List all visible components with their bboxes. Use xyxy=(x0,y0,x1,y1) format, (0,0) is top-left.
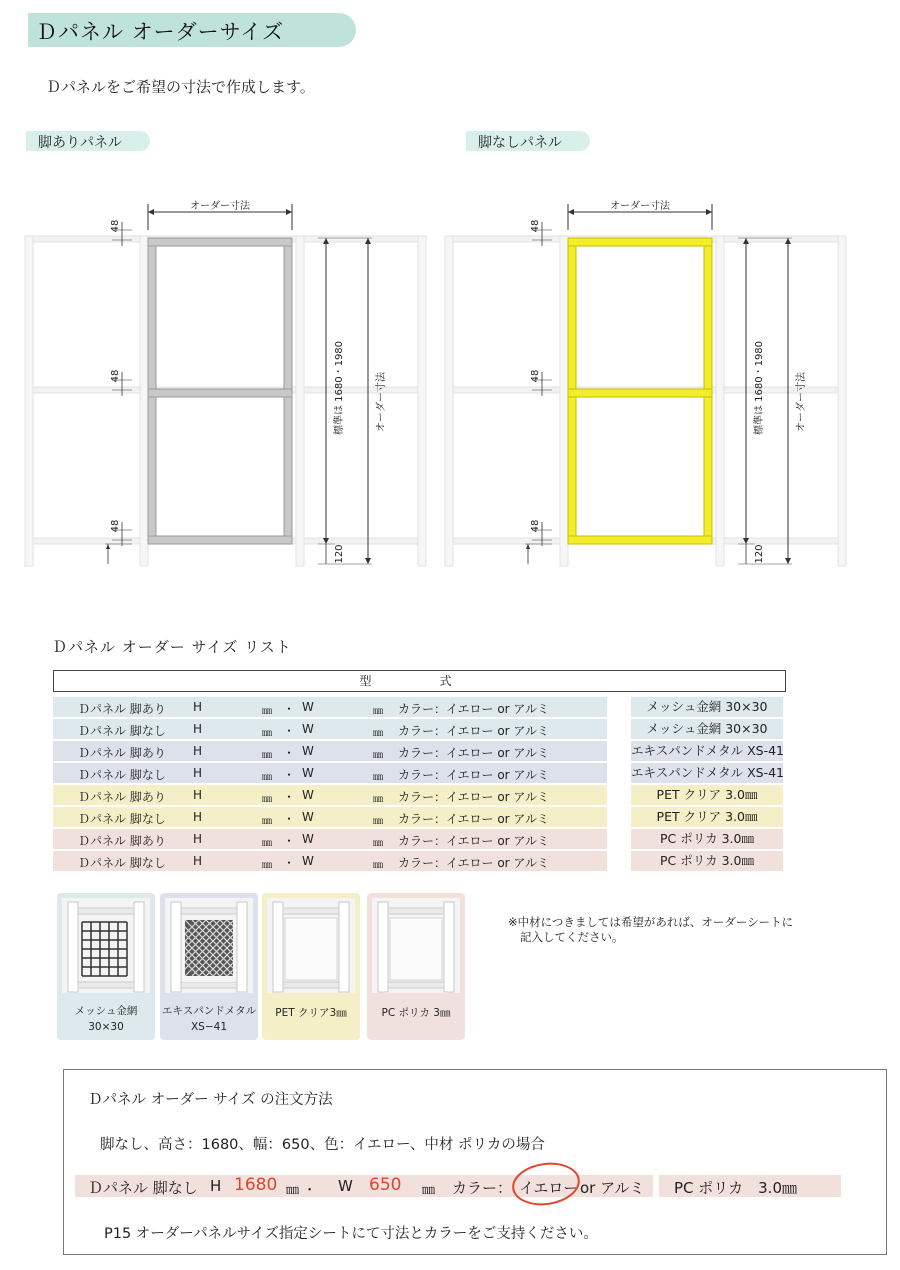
sample-label-sub: 30×30 xyxy=(88,1021,124,1033)
sample-label-sub: XS−41 xyxy=(190,1021,228,1033)
dim-48-label: 48 xyxy=(530,369,541,383)
order-h-value: 1680 xyxy=(234,1175,278,1195)
row-w: W xyxy=(302,722,314,736)
row-mm1: ㎜ xyxy=(262,860,272,871)
row-mm1: ㎜ xyxy=(262,794,272,805)
row-name: Ｄパネル 脚なし xyxy=(78,856,166,870)
order-name: Ｄパネル 脚なし xyxy=(88,1179,198,1197)
dim-48-label: 48 xyxy=(110,369,121,383)
row-dot: ・ xyxy=(283,702,296,716)
row-name: Ｄパネル 脚あり xyxy=(78,746,166,760)
list-title: Ｄパネル オーダー サイズ リスト xyxy=(52,638,292,656)
list-row xyxy=(53,719,607,739)
order-color-choice: イエロー xyxy=(519,1179,579,1197)
panel-diagrams xyxy=(0,190,900,580)
row-color: カラー：イエロー or アルミ xyxy=(398,812,549,826)
row-name: Ｄパネル 脚あり xyxy=(78,702,166,716)
sample-photo xyxy=(62,898,150,993)
row-mm1: ㎜ xyxy=(262,706,272,717)
left-diagram-label: 脚ありパネル xyxy=(38,135,122,151)
row-mm2: ㎜ xyxy=(373,816,383,827)
row-h: H xyxy=(193,722,203,736)
order-mm1: ㎜ ・ xyxy=(286,1183,317,1198)
row-material: メッシュ金網 30×30 xyxy=(631,697,783,717)
row-mm2: ㎜ xyxy=(373,860,383,871)
note-line-1: ※中材につきましては希望があれば、オーダーシートに xyxy=(508,915,794,929)
row-material: PET クリア 3.0㎜ xyxy=(631,807,783,827)
order-material: PC ポリカ 3.0㎜ xyxy=(674,1179,797,1197)
row-color: カラー：イエロー or アルミ xyxy=(398,702,549,716)
row-dot: ・ xyxy=(283,746,296,760)
standard-dim-label: 標準は 1680・1980 xyxy=(754,340,765,436)
order-dim-label: オーダー寸法 xyxy=(190,201,250,212)
row-w: W xyxy=(302,766,314,780)
order-h: H xyxy=(210,1177,222,1195)
sample-photo xyxy=(165,898,253,993)
row-mm1: ㎜ xyxy=(262,750,272,761)
order-example: 脚なし、高さ：1680、幅：650、色：イエロー、中材 ポリカの場合 xyxy=(100,1137,545,1153)
list-row xyxy=(53,829,607,849)
row-name: Ｄパネル 脚なし xyxy=(78,812,166,826)
page-title: Ｄパネル オーダーサイズ xyxy=(36,20,284,44)
row-mm1: ㎜ xyxy=(262,838,272,849)
row-h: H xyxy=(193,832,203,846)
order-w-value: 650 xyxy=(369,1175,402,1195)
row-w: W xyxy=(302,832,314,846)
standard-dim-label: 標準は 1680・1980 xyxy=(334,340,345,436)
list-row xyxy=(53,851,607,871)
sample-expanded-metal xyxy=(160,893,258,1040)
intro-text: Ｄパネルをご希望の寸法で作成します。 xyxy=(46,78,315,96)
sample-pc-polycarbonate xyxy=(367,893,465,1040)
row-mm1: ㎜ xyxy=(262,772,272,783)
row-name: Ｄパネル 脚なし xyxy=(78,724,166,738)
row-h: H xyxy=(193,700,203,714)
order-w: W xyxy=(338,1177,353,1195)
order-dim-label: オーダー寸法 xyxy=(610,201,670,212)
row-material: メッシュ金網 30×30 xyxy=(631,719,783,739)
row-mm1: ㎜ xyxy=(262,728,272,739)
row-h: H xyxy=(193,766,203,780)
row-h: H xyxy=(193,744,203,758)
row-w: W xyxy=(302,854,314,868)
row-mm2: ㎜ xyxy=(373,750,383,761)
row-color: カラー：イエロー or アルミ xyxy=(398,856,549,870)
row-mm2: ㎜ xyxy=(373,838,383,849)
dim-48-label: 48 xyxy=(530,219,541,233)
row-mm1: ㎜ xyxy=(262,816,272,827)
row-h: H xyxy=(193,788,203,802)
dim-120-label: 120 xyxy=(754,544,765,564)
list-header: 型 式 xyxy=(53,670,786,692)
row-color: カラー：イエロー or アルミ xyxy=(398,724,549,738)
sample-label: PET クリア3㎜ xyxy=(275,1007,347,1019)
sample-label: PC ポリカ 3㎜ xyxy=(381,1007,451,1019)
dim-48-label: 48 xyxy=(110,519,121,533)
row-dot: ・ xyxy=(283,790,296,804)
row-dot: ・ xyxy=(283,724,296,738)
row-dot: ・ xyxy=(283,812,296,826)
note-line-2: 記入してください。 xyxy=(520,930,624,944)
sample-label: エキスパンドメタル xyxy=(161,1005,257,1017)
row-color: カラー：イエロー or アルミ xyxy=(398,768,549,782)
row-material: エキスパンドメタル XS-41 xyxy=(631,741,783,761)
list-row xyxy=(53,741,607,761)
sample-photo xyxy=(372,898,460,993)
dim-120-label: 120 xyxy=(334,544,345,564)
row-material: エキスパンドメタル XS-41 xyxy=(631,763,783,783)
row-w: W xyxy=(302,700,314,714)
sample-photo xyxy=(267,898,355,993)
left-panel-diagram xyxy=(25,199,426,566)
right-diagram-label: 脚なしパネル xyxy=(478,135,562,151)
row-w: W xyxy=(302,744,314,758)
order-color-rest: or アルミ xyxy=(580,1179,645,1197)
row-w: W xyxy=(302,810,314,824)
row-mm2: ㎜ xyxy=(373,706,383,717)
row-name: Ｄパネル 脚なし xyxy=(78,768,166,782)
order-color-label: カラー： xyxy=(452,1179,513,1197)
row-mm2: ㎜ xyxy=(373,772,383,783)
row-name: Ｄパネル 脚あり xyxy=(78,834,166,848)
row-mm2: ㎜ xyxy=(373,728,383,739)
row-material: PC ポリカ 3.0㎜ xyxy=(631,851,783,871)
row-dot: ・ xyxy=(283,768,296,782)
sample-mesh xyxy=(57,893,155,1040)
order-method-title: Ｄパネル オーダー サイズ の注文方法 xyxy=(88,1092,333,1108)
row-dot: ・ xyxy=(283,856,296,870)
order-footer: P15 オーダーパネルサイズ指定シートにて寸法とカラーをご支持ください。 xyxy=(104,1226,598,1242)
row-material: PC ポリカ 3.0㎜ xyxy=(631,829,783,849)
row-name: Ｄパネル 脚あり xyxy=(78,790,166,804)
order-dim-vertical-label: オーダー寸法 xyxy=(796,372,807,432)
note-text xyxy=(508,915,793,945)
sample-label: メッシュ金網 xyxy=(74,1005,138,1017)
row-dot: ・ xyxy=(283,834,296,848)
row-w: W xyxy=(302,788,314,802)
list-row xyxy=(53,763,607,783)
dim-48-label: 48 xyxy=(110,219,121,233)
order-mm2: ㎜ xyxy=(422,1183,436,1198)
right-panel-diagram xyxy=(445,199,846,566)
row-color: カラー：イエロー or アルミ xyxy=(398,834,549,848)
list-row xyxy=(53,697,607,717)
row-color: カラー：イエロー or アルミ xyxy=(398,790,549,804)
order-dim-vertical-label: オーダー寸法 xyxy=(376,372,387,432)
list-row xyxy=(53,807,607,827)
dim-48-label: 48 xyxy=(530,519,541,533)
row-h: H xyxy=(193,854,203,868)
list-row xyxy=(53,785,607,805)
row-mm2: ㎜ xyxy=(373,794,383,805)
sample-pet-clear xyxy=(262,893,360,1040)
row-h: H xyxy=(193,810,203,824)
row-material: PET クリア 3.0㎜ xyxy=(631,785,783,805)
row-color: カラー：イエロー or アルミ xyxy=(398,746,549,760)
